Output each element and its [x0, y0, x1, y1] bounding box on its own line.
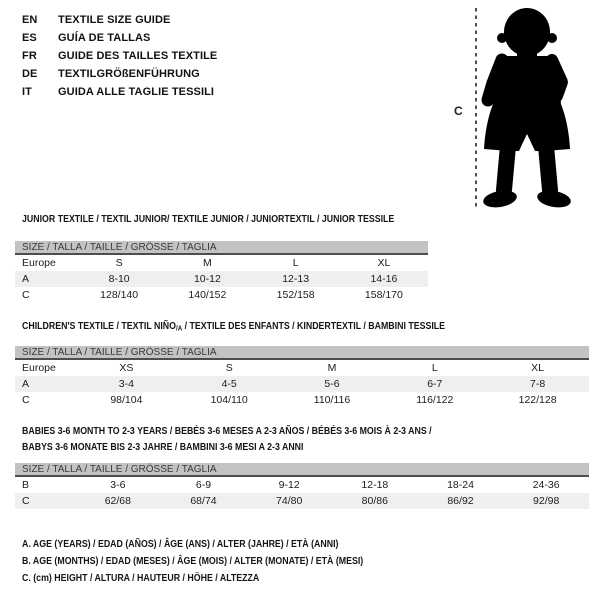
cell-value: 10-12 — [193, 273, 221, 285]
cell-value: 98/104 — [110, 394, 143, 406]
cell-value: 74/80 — [276, 495, 303, 507]
lang-row-es — [22, 29, 217, 47]
cell-value: 110/116 — [313, 394, 351, 406]
footnote-c: C. (cm) HEIGHT / ALTURA / HAUTEUR / HÖHE / ALTEZZA — [22, 573, 260, 584]
row-label: A — [22, 273, 30, 285]
cell-value: 122/128 — [518, 394, 557, 406]
cell-value: L — [292, 257, 299, 269]
babies-section-title — [22, 424, 432, 455]
toddler-silhouette-figure — [450, 0, 600, 215]
table-row — [15, 392, 589, 408]
table-row — [15, 376, 589, 392]
cell-value: 12-13 — [282, 273, 310, 285]
lang-code: FR — [22, 50, 37, 62]
row-label: A — [22, 378, 30, 390]
row-label: C — [22, 495, 30, 507]
cell-value: 5-6 — [324, 378, 340, 390]
lang-row-en — [22, 11, 217, 29]
table-row — [15, 271, 428, 287]
cell-value: 8-10 — [108, 273, 130, 285]
cell-value: 140/152 — [188, 289, 227, 301]
babies-title-line1: BABIES 3-6 MONTH TO 2-3 YEARS / BEBÉS 3-6 MESES A 2-3 AÑOS / BÉBÉS 3-6 MOIS À 2-3 ANS / — [22, 426, 432, 437]
cell-value: 128/140 — [100, 289, 139, 301]
cell-value: 68/74 — [190, 495, 217, 507]
cell-value: 92/98 — [533, 495, 560, 507]
toddler-silhouette — [482, 8, 572, 210]
size-header-label: SIZE / TALLA / TAILLE / GRÖSSE / TAGLIA — [22, 463, 217, 475]
babies-size-table — [15, 463, 589, 509]
lang-title: GUIDA ALLE TAGLIE TESSILI — [58, 86, 215, 98]
cell-value: 18-24 — [447, 479, 474, 491]
cell-value: XS — [119, 362, 134, 374]
cell-value: 6-7 — [427, 378, 443, 390]
cell-value: XL — [377, 257, 391, 269]
size-header-row — [15, 346, 589, 360]
cell-value: M — [203, 257, 212, 269]
cell-value: 62/68 — [104, 495, 131, 507]
lang-row-de — [22, 65, 217, 83]
cell-value: 14-16 — [370, 273, 398, 285]
cell-value: M — [327, 362, 337, 374]
junior-size-table — [15, 241, 428, 303]
children-title-main: CHILDREN'S TEXTILE / TEXTIL NIÑO — [22, 321, 176, 332]
lang-title: GUÍA DE TALLAS — [58, 32, 151, 44]
table-row — [15, 493, 589, 509]
cell-value: 116/122 — [416, 394, 454, 406]
size-header-row — [15, 241, 428, 255]
height-measure-label: C — [454, 104, 463, 118]
footnotes — [22, 536, 410, 587]
junior-section-title: JUNIOR TEXTILE / TEXTIL JUNIOR/ TEXTILE JUNIOR / JUNIORTEXTIL / JUNIOR TESSILE — [22, 214, 395, 225]
cell-value: 9-12 — [278, 479, 300, 491]
cell-value: 3-4 — [118, 378, 134, 390]
cell-value: 4-5 — [221, 378, 237, 390]
cell-value: 12-18 — [361, 479, 389, 491]
cell-value: 152/158 — [276, 289, 315, 301]
footnote-b: B. AGE (MONTHS) / EDAD (MESES) / ÂGE (MOIS) / ALTER (MONATE) / ETÀ (MESI) — [22, 556, 364, 567]
lang-code: ES — [22, 32, 37, 44]
cell-value: 6-9 — [195, 479, 212, 491]
lang-row-it — [22, 83, 217, 101]
cell-value: 104/110 — [210, 394, 248, 406]
cell-value: 24-36 — [532, 479, 560, 491]
lang-code: IT — [22, 86, 32, 98]
row-label: Europe — [22, 257, 56, 269]
cell-value: 158/170 — [364, 289, 403, 301]
cell-value: 7-8 — [530, 378, 546, 390]
cell-value: 3-6 — [110, 479, 126, 491]
row-label: B — [22, 479, 30, 491]
cell-value: XL — [531, 362, 545, 374]
cell-value: 80/86 — [361, 495, 388, 507]
children-title-subscript: /A — [175, 325, 183, 333]
row-label: Europe — [22, 362, 56, 374]
table-row — [15, 287, 428, 303]
cell-value: L — [431, 362, 438, 374]
size-header-label: SIZE / TALLA / TAILLE / GRÖSSE / TAGLIA — [22, 346, 217, 358]
cell-value: S — [115, 257, 123, 269]
table-row — [15, 360, 589, 376]
row-label: C — [22, 289, 30, 301]
children-size-table — [15, 346, 589, 408]
lang-row-fr — [22, 47, 217, 65]
language-header — [22, 11, 217, 101]
cell-value: S — [225, 362, 233, 374]
babies-title-line2: BABYS 3-6 MONATE BIS 2-3 JAHRE / BAMBINI 3-6 MESI A 2-3 ANNI — [22, 441, 304, 453]
table-row — [15, 255, 428, 271]
children-title-rest: / TEXTILE DES ENFANTS / KINDERTEXTIL / BAMBINI TESSILE — [182, 321, 446, 332]
size-header-label: SIZE / TALLA / TAILLE / GRÖSSE / TAGLIA — [22, 241, 217, 253]
size-header-row — [15, 463, 589, 477]
lang-title: TEXTILGRÖßENFÜHRUNG — [58, 68, 200, 80]
footnote-a: A. AGE (YEARS) / EDAD (AÑOS) / ÂGE (ANS) / ALTER (JAHRE) / ETÀ (ANNI) — [22, 539, 339, 550]
cell-value: 86/92 — [447, 495, 474, 507]
children-section-title — [22, 319, 445, 337]
lang-title: GUIDE DES TAILLES TEXTILE — [58, 50, 218, 62]
lang-code: DE — [22, 68, 38, 80]
table-row — [15, 477, 589, 493]
lang-code: EN — [22, 14, 38, 26]
lang-title: TEXTILE SIZE GUIDE — [58, 14, 171, 26]
row-label: C — [22, 394, 30, 406]
